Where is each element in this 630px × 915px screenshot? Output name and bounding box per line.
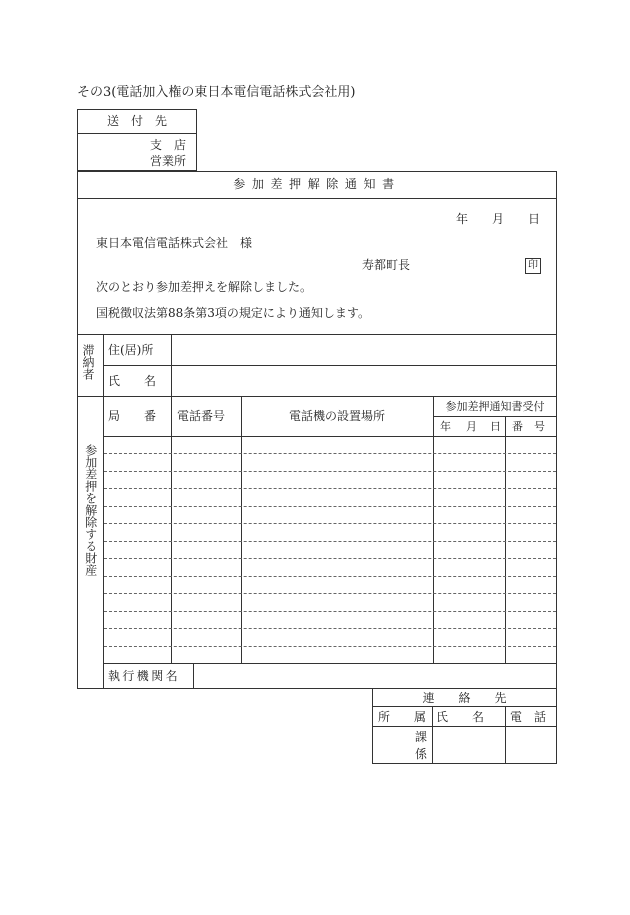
- property-row-line: [104, 558, 556, 559]
- col-year-header: 年: [440, 420, 451, 433]
- contact-header: 連 絡 先: [422, 691, 507, 705]
- col-phone-header: 電話番号: [177, 409, 226, 423]
- body-line-2: 国税徴収法第88条第3項の規定により通知します。: [96, 306, 370, 320]
- name-label: 氏 名: [108, 374, 157, 388]
- issuer: 寿都町長: [362, 258, 411, 272]
- contact-phone-header: 電 話: [510, 710, 547, 724]
- col-month-header: 月: [466, 420, 477, 433]
- address-label: 住(居)所: [108, 343, 154, 357]
- property-row-line: [104, 453, 556, 454]
- seal-icon: 印: [525, 258, 541, 274]
- property-row-line: [104, 628, 556, 629]
- property-row-line: [104, 646, 556, 647]
- contact-dept-header: 所 属: [378, 710, 427, 724]
- property-row-line: [104, 471, 556, 472]
- delinquent-label: 滞納者: [81, 344, 95, 380]
- property-row-line: [104, 488, 556, 489]
- col-location-header: 電話機の設置場所: [288, 409, 385, 423]
- contact-name-header: 氏 名: [436, 710, 485, 724]
- property-label: 参加差押を解除する財産: [83, 444, 98, 576]
- property-row-line: [104, 593, 556, 594]
- col-receipt-header: 参加差押通知書受付: [445, 400, 545, 413]
- property-row-line: [104, 576, 556, 577]
- date-day-label: 日: [528, 212, 541, 226]
- execution-agency-label: 執行機関名: [108, 669, 181, 683]
- subsection-label: 係: [415, 747, 428, 761]
- col-day-header: 日: [490, 420, 501, 433]
- property-row-line: [104, 541, 556, 542]
- body-line-1: 次のとおり参加差押えを解除しました。: [96, 280, 313, 294]
- notice-title: 参加差押解除通知書: [233, 177, 401, 191]
- property-row-line: [104, 506, 556, 507]
- col-number-header: 番 号: [512, 420, 545, 433]
- branch-label: 支 店: [150, 138, 187, 152]
- date-year-label: 年: [456, 212, 469, 226]
- sales-office-label: 営業所: [150, 154, 187, 168]
- recipient-label: 送 付 先: [106, 114, 167, 128]
- addressee: 東日本電信電話株式会社 様: [96, 236, 253, 250]
- col-station-header: 局 番: [108, 409, 157, 423]
- date-month-label: 月: [492, 212, 505, 226]
- section-label: 課: [415, 730, 428, 744]
- property-row-line: [104, 611, 556, 612]
- property-row-line: [104, 523, 556, 524]
- form-heading: その3(電話加入権の東日本電信電話株式会社用): [77, 85, 356, 100]
